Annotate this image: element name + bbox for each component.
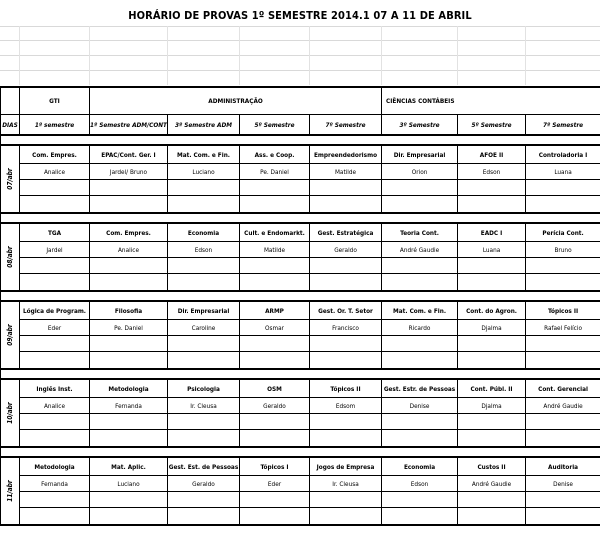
subject-cell: Auditoria [526, 457, 600, 476]
day-label-cell [1, 145, 20, 213]
subject-cell: Gest. Est. de Pessoas [168, 457, 240, 476]
teacher-cell: Luana [526, 164, 600, 180]
subject-cell: Gest. Or. T. Setor [310, 301, 382, 320]
empty-cell [20, 352, 90, 370]
teacher-cell: Djalma [458, 320, 526, 336]
gap-cell [1, 369, 600, 379]
empty-cell [90, 352, 168, 370]
empty-cell [240, 430, 310, 448]
grid-line [381, 26, 382, 85]
day-label-cell [1, 223, 20, 291]
empty-row [1, 274, 600, 292]
empty-row [1, 430, 600, 448]
teacher-cell: Jardel [20, 242, 90, 258]
empty-cell [526, 430, 600, 448]
gap-cell [1, 135, 600, 145]
subject-cell: Mat. Com. e Fin. [168, 145, 240, 164]
subject-cell: Custos II [458, 457, 526, 476]
subject-cell: Empreendedorismo [310, 145, 382, 164]
empty-cell [526, 492, 600, 508]
empty-cell [20, 508, 90, 526]
empty-row [1, 508, 600, 526]
empty-cell [458, 336, 526, 352]
subject-cell: Filosofia [90, 301, 168, 320]
teacher-cell: Denise [382, 398, 458, 414]
subject-cell: Tópicos II [310, 379, 382, 398]
empty-cell [240, 196, 310, 214]
empty-row [1, 196, 600, 214]
semester-header: 1º semestre [20, 115, 90, 136]
empty-cell [458, 196, 526, 214]
empty-cell [168, 180, 240, 196]
teacher-cell: André Gaudie [526, 398, 600, 414]
semester-header: 3º Semestre [382, 115, 458, 136]
empty-cell [382, 430, 458, 448]
subject-cell: Teoria Cont. [382, 223, 458, 242]
empty-row [1, 414, 600, 430]
empty-cell [310, 336, 382, 352]
teacher-cell: André Gaudie [382, 242, 458, 258]
subject-cell: Economia [168, 223, 240, 242]
empty-cell [168, 196, 240, 214]
empty-cell [458, 274, 526, 292]
empty-cell [458, 492, 526, 508]
empty-cell [310, 414, 382, 430]
gap-row [1, 135, 600, 145]
teacher-cell: Bruno [526, 242, 600, 258]
subject-row [1, 301, 600, 320]
gap-row [1, 369, 600, 379]
teacher-cell: Matilde [240, 242, 310, 258]
empty-cell [526, 180, 600, 196]
empty-cell [458, 414, 526, 430]
gap-cell [1, 447, 600, 457]
empty-cell [20, 414, 90, 430]
subject-cell: Tópicos II [526, 301, 600, 320]
semester-header: 7º Semestre [310, 115, 382, 136]
empty-cell [240, 336, 310, 352]
subject-cell: Perícia Cont. [526, 223, 600, 242]
teacher-cell: Fernanda [90, 398, 168, 414]
corner-cell [1, 87, 20, 115]
teacher-cell: Luciano [90, 476, 168, 492]
empty-cell [458, 430, 526, 448]
empty-cell [168, 492, 240, 508]
grid-line [167, 26, 168, 85]
day-label-cell [1, 457, 20, 525]
empty-cell [458, 352, 526, 370]
empty-cell [168, 274, 240, 292]
empty-cell [90, 336, 168, 352]
empty-cell [90, 492, 168, 508]
subject-row [1, 379, 600, 398]
teacher-cell: Edsom [310, 398, 382, 414]
subject-cell: Dir. Empresarial [382, 145, 458, 164]
grid-line [0, 40, 600, 41]
subject-cell: Cult. e Endomarkt. [240, 223, 310, 242]
empty-cell [240, 352, 310, 370]
empty-cell [382, 352, 458, 370]
subject-row [1, 223, 600, 242]
subject-row [1, 145, 600, 164]
day-label-cell [1, 301, 20, 369]
subject-cell: Cont. Gerencial [526, 379, 600, 398]
group-gti: GTI [20, 87, 90, 115]
semester-header: 5º Semestre [458, 115, 526, 136]
empty-cell [168, 352, 240, 370]
day-label: 09/abr [6, 324, 14, 346]
empty-cell [310, 196, 382, 214]
empty-cell [20, 336, 90, 352]
empty-cell [20, 180, 90, 196]
gap-row [1, 213, 600, 223]
teacher-cell: Edson [168, 242, 240, 258]
teacher-cell: Pe. Daniel [240, 164, 310, 180]
subject-cell: EADC I [458, 223, 526, 242]
day-label: 10/abr [6, 402, 14, 424]
teacher-cell: Jardel/ Bruno [90, 164, 168, 180]
teacher-cell: Djalma [458, 398, 526, 414]
subject-cell: Com. Empres. [90, 223, 168, 242]
empty-cell [382, 336, 458, 352]
empty-cell [240, 274, 310, 292]
subject-cell: ARMP [240, 301, 310, 320]
empty-cell [168, 336, 240, 352]
gap-row [1, 447, 600, 457]
empty-row [1, 352, 600, 370]
empty-cell [310, 274, 382, 292]
teacher-cell: Matilde [310, 164, 382, 180]
empty-cell [526, 508, 600, 526]
subject-cell: Gest. Estr. de Pessoas [382, 379, 458, 398]
teacher-cell: Edson [458, 164, 526, 180]
empty-cell [526, 258, 600, 274]
empty-cell [20, 258, 90, 274]
group-administracao: ADMINISTRAÇÃO [90, 87, 382, 115]
gap-row [1, 291, 600, 301]
empty-cell [168, 414, 240, 430]
teacher-cell: Edson [382, 476, 458, 492]
teacher-row [1, 242, 600, 258]
teacher-cell: Luana [458, 242, 526, 258]
empty-cell [90, 430, 168, 448]
teacher-cell: Rafael Felício [526, 320, 600, 336]
grid-line [0, 26, 600, 27]
empty-cell [168, 430, 240, 448]
gap-cell [1, 291, 600, 301]
subject-cell: Ass. e Coop. [240, 145, 310, 164]
teacher-row [1, 164, 600, 180]
empty-cell [240, 414, 310, 430]
grid-line [309, 26, 310, 85]
empty-row [1, 336, 600, 352]
empty-cell [458, 258, 526, 274]
empty-cell [526, 274, 600, 292]
empty-cell [90, 258, 168, 274]
schedule-table [0, 86, 600, 526]
subject-cell: EPAC/Cont. Ger. I [90, 145, 168, 164]
semester-header-row [1, 115, 600, 136]
subject-cell: Economia [382, 457, 458, 476]
subject-cell: Lógica de Program. [20, 301, 90, 320]
subject-cell: Tópicos I [240, 457, 310, 476]
group-ciencias-contabeis: CIÊNCIAS CONTÁBEIS [382, 87, 600, 115]
empty-cell [90, 508, 168, 526]
empty-cell [240, 492, 310, 508]
semester-header: 5º Semestre [240, 115, 310, 136]
subject-cell: Com. Empres. [20, 145, 90, 164]
teacher-cell: Luciano [168, 164, 240, 180]
subject-cell: Cont. Públ. II [458, 379, 526, 398]
empty-cell [168, 258, 240, 274]
empty-cell [90, 180, 168, 196]
empty-cell [20, 430, 90, 448]
subject-cell: Metodologia [20, 457, 90, 476]
grid-line [457, 26, 458, 85]
empty-cell [382, 180, 458, 196]
empty-cell [310, 180, 382, 196]
day-label: 11/abr [6, 480, 14, 502]
teacher-cell: André Gaudie [458, 476, 526, 492]
semester-header: 1º Semestre ADM/CONT [90, 115, 168, 136]
teacher-cell: Osmar [240, 320, 310, 336]
empty-cell [240, 508, 310, 526]
empty-cell [20, 274, 90, 292]
teacher-cell: Geraldo [240, 398, 310, 414]
empty-cell [458, 180, 526, 196]
subject-cell: Jogos de Empresa [310, 457, 382, 476]
teacher-row [1, 398, 600, 414]
teacher-cell: Ir. Cleusa [168, 398, 240, 414]
grid-line [89, 26, 90, 85]
teacher-cell: Ricardo [382, 320, 458, 336]
teacher-cell: Ir. Cleusa [310, 476, 382, 492]
teacher-cell: Eder [240, 476, 310, 492]
empty-row [1, 180, 600, 196]
empty-row [1, 492, 600, 508]
empty-row [1, 258, 600, 274]
empty-cell [20, 196, 90, 214]
days-header: DIAS [1, 115, 20, 136]
teacher-cell: Fernanda [20, 476, 90, 492]
subject-row [1, 457, 600, 476]
empty-cell [310, 430, 382, 448]
gap-cell [1, 213, 600, 223]
empty-cell [382, 196, 458, 214]
subject-cell: Controladoria I [526, 145, 600, 164]
empty-cell [240, 180, 310, 196]
empty-cell [90, 274, 168, 292]
empty-cell [382, 492, 458, 508]
empty-cell [526, 196, 600, 214]
empty-cell [382, 414, 458, 430]
empty-cell [90, 196, 168, 214]
semester-header: 3º Semestre ADM [168, 115, 240, 136]
teacher-cell: Analice [20, 398, 90, 414]
empty-cell [240, 258, 310, 274]
subject-cell: Inglês Inst. [20, 379, 90, 398]
subject-cell: TGA [20, 223, 90, 242]
teacher-cell: Pe. Daniel [90, 320, 168, 336]
teacher-cell: Eder [20, 320, 90, 336]
day-label: 07/abr [6, 168, 14, 190]
empty-cell [310, 352, 382, 370]
teacher-cell: Caroline [168, 320, 240, 336]
teacher-cell: Geraldo [168, 476, 240, 492]
subject-cell: Mat. Aplic. [90, 457, 168, 476]
page-title: HORÁRIO DE PROVAS 1º SEMESTRE 2014.1 07 A 11 DE ABRIL [128, 9, 472, 22]
subject-cell: Psicologia [168, 379, 240, 398]
subject-cell: Cont. do Agron. [458, 301, 526, 320]
teacher-row [1, 320, 600, 336]
teacher-cell: Orion [382, 164, 458, 180]
grid-line [19, 26, 20, 85]
empty-cell [20, 492, 90, 508]
subject-cell: Metodologia [90, 379, 168, 398]
teacher-row [1, 476, 600, 492]
subject-cell: Mat. Com. e Fin. [382, 301, 458, 320]
empty-cell [310, 492, 382, 508]
empty-cell [526, 414, 600, 430]
group-header-row [1, 87, 600, 115]
grid-line [525, 26, 526, 85]
grid-line [0, 70, 600, 71]
empty-cell [526, 352, 600, 370]
empty-cell [310, 258, 382, 274]
subject-cell: Gest. Estratégica [310, 223, 382, 242]
teacher-cell: Geraldo [310, 242, 382, 258]
empty-cell [382, 508, 458, 526]
day-label: 08/abr [6, 246, 14, 268]
teacher-cell: Francisco [310, 320, 382, 336]
empty-cell [458, 508, 526, 526]
empty-cell [168, 508, 240, 526]
empty-cell [310, 508, 382, 526]
grid-line [0, 55, 600, 56]
teacher-cell: Analice [90, 242, 168, 258]
empty-cell [382, 258, 458, 274]
empty-cell [526, 336, 600, 352]
day-label-cell [1, 379, 20, 447]
subject-cell: OSM [240, 379, 310, 398]
subject-cell: Dir. Empresarial [168, 301, 240, 320]
semester-header: 7º Semestre [526, 115, 600, 136]
subject-cell: AFOE II [458, 145, 526, 164]
teacher-cell: Analice [20, 164, 90, 180]
teacher-cell: Denise [526, 476, 600, 492]
empty-cell [90, 414, 168, 430]
empty-cell [382, 274, 458, 292]
grid-line [239, 26, 240, 85]
